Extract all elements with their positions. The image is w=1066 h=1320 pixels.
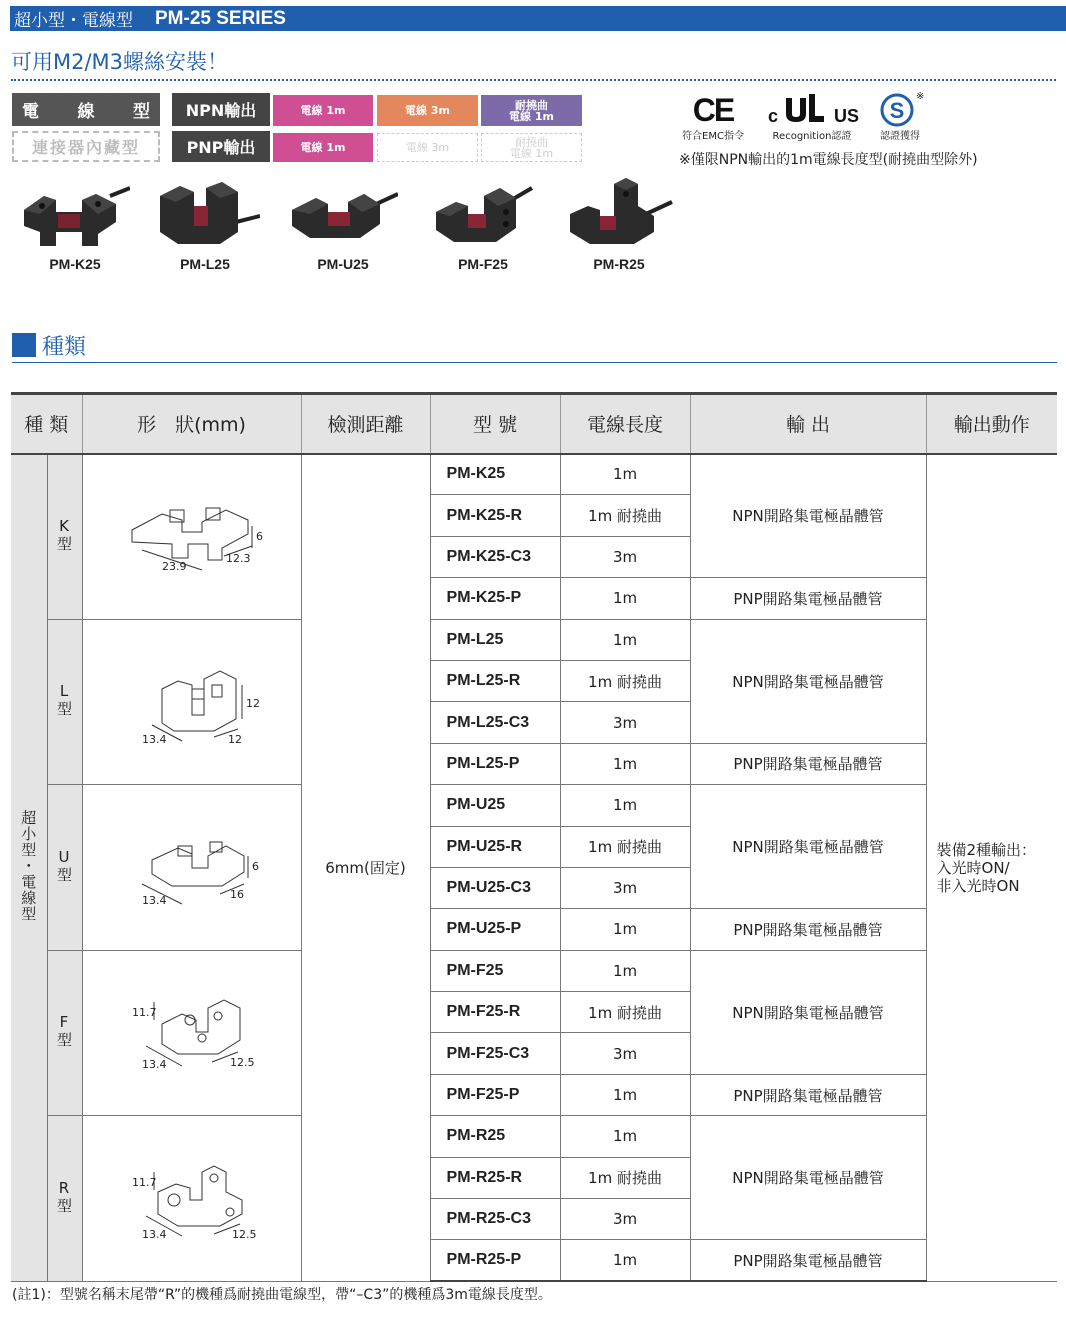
type-cell bbox=[47, 950, 82, 1116]
product-pm-u25 bbox=[288, 176, 398, 272]
dim-height: 12 bbox=[245, 696, 260, 710]
type-label: F型 bbox=[55, 1013, 73, 1049]
sensor-u-icon bbox=[288, 176, 398, 254]
output-cell: PNP開路集電極晶體管 bbox=[690, 1074, 926, 1115]
table-row bbox=[11, 785, 1057, 826]
category-label: 超小型・電線型 bbox=[19, 809, 38, 922]
sensor-f-icon bbox=[428, 176, 538, 254]
action-line: 入光時ON/ bbox=[936, 858, 1010, 877]
length-cell: 3m bbox=[560, 702, 690, 743]
dim-height: 6 bbox=[251, 860, 259, 874]
length-cell: 1m bbox=[560, 1116, 690, 1157]
model-cell: PM-K25-R bbox=[430, 495, 560, 536]
subtitle: 可用M2/M3螺絲安裝！ bbox=[11, 50, 229, 74]
length-cell: 1m 耐撓曲 bbox=[560, 992, 690, 1033]
model-cell: PM-U25-C3 bbox=[430, 867, 560, 908]
length-cell: 3m bbox=[560, 1033, 690, 1074]
table-row bbox=[11, 950, 1057, 991]
dim-depth: 12 bbox=[227, 732, 242, 746]
shape-cell-l bbox=[82, 619, 301, 785]
dim-width: 13.4 bbox=[141, 1227, 167, 1241]
ul-c: c bbox=[768, 106, 779, 126]
length-cell: 1m bbox=[560, 578, 690, 619]
npn-1m-chip: 電線 1m bbox=[273, 95, 373, 126]
ul-caption: Recognition認證 bbox=[772, 131, 852, 142]
product-pm-f25 bbox=[428, 176, 538, 272]
dim-width: 23.9 bbox=[161, 559, 187, 573]
length-cell: 1m 耐撓曲 bbox=[560, 1157, 690, 1198]
dim-height: 6 bbox=[255, 529, 263, 543]
length-cell: 1m bbox=[560, 785, 690, 826]
model-cell: PM-R25-C3 bbox=[430, 1199, 560, 1240]
model-cell: PM-U25-P bbox=[430, 909, 560, 950]
type-cell bbox=[47, 785, 82, 951]
table-row bbox=[11, 1116, 1057, 1157]
dimension-drawing-u-icon bbox=[102, 810, 282, 920]
pnp-flex-chip bbox=[481, 133, 582, 162]
dim-width: 13.4 bbox=[141, 894, 167, 908]
action-cell bbox=[926, 454, 1057, 1282]
npn-flex-chip bbox=[481, 95, 582, 126]
type-label: K型 bbox=[55, 517, 73, 553]
distance-cell: 6mm(固定) bbox=[301, 454, 430, 1282]
table-row bbox=[11, 619, 1057, 660]
product-label: PM-L25 bbox=[180, 256, 230, 272]
dim-depth: 12.3 bbox=[225, 551, 251, 565]
chip-line: 耐撓曲 bbox=[514, 98, 548, 112]
shape-cell-r bbox=[82, 1116, 301, 1282]
model-cell: PM-U25 bbox=[430, 785, 560, 826]
output-cell: PNP開路集電極晶體管 bbox=[690, 578, 926, 619]
s-star: ※ bbox=[916, 91, 925, 102]
length-cell: 3m bbox=[560, 536, 690, 577]
pnp-1m-chip: 電線 1m bbox=[273, 133, 373, 162]
length-cell: 1m bbox=[560, 909, 690, 950]
s-caption: 認證獲得 bbox=[880, 131, 920, 142]
length-cell: 1m 耐撓曲 bbox=[560, 660, 690, 701]
type-cell bbox=[47, 454, 82, 620]
dim-depth: 16 bbox=[229, 888, 244, 902]
shape-cell-f bbox=[82, 950, 301, 1116]
length-cell: 1m bbox=[560, 743, 690, 784]
model-cell: PM-F25-R bbox=[430, 992, 560, 1033]
s-cert bbox=[872, 93, 928, 142]
shape-cell-u bbox=[82, 785, 301, 951]
section-divider bbox=[12, 362, 1057, 363]
model-cell: PM-F25-C3 bbox=[430, 1033, 560, 1074]
product-label: PM-F25 bbox=[458, 256, 508, 272]
ul-logo-icon bbox=[766, 90, 858, 127]
dotted-divider bbox=[11, 79, 1056, 81]
product-label: PM-K25 bbox=[49, 256, 101, 272]
section-marker bbox=[12, 333, 36, 357]
product-pm-k25 bbox=[20, 176, 130, 272]
npn-output-badge: NPN輸出 bbox=[172, 93, 270, 126]
connector-type-badge: 連接器內藏型 bbox=[12, 131, 160, 162]
type-label: U型 bbox=[55, 847, 73, 883]
type-cell bbox=[47, 1116, 82, 1282]
product-label: PM-R25 bbox=[593, 256, 645, 272]
product-label: PM-U25 bbox=[317, 256, 369, 272]
spec-table bbox=[11, 392, 1057, 1282]
output-cell: NPN開路集電極晶體管 bbox=[690, 950, 926, 1074]
wire-type-char: 電 bbox=[22, 102, 39, 122]
category-cell bbox=[11, 454, 47, 1282]
footnote: (註1)：型號名稱末尾帶“R”的機種爲耐撓曲電線型，帶“–C3”的機種爲3m電線長度型。 bbox=[12, 1287, 552, 1303]
dim-width: 13.4 bbox=[141, 732, 167, 746]
cert-note: ※僅限NPN輸出的1m電線長度型(耐撓曲型除外) bbox=[679, 152, 978, 168]
output-cell: NPN開路集電極晶體管 bbox=[690, 1116, 926, 1240]
header-length: 電線長度 bbox=[560, 394, 690, 454]
action-line: 裝備2種輸出： bbox=[936, 840, 1037, 859]
svg-text:S: S bbox=[889, 98, 905, 123]
sensor-r-icon bbox=[564, 176, 674, 254]
model-cell: PM-K25-C3 bbox=[430, 536, 560, 577]
length-cell: 1m bbox=[560, 454, 690, 495]
length-cell: 1m bbox=[560, 950, 690, 991]
chip-line: 電線 1m bbox=[509, 146, 554, 160]
pnp-3m-chip: 電線 3m bbox=[377, 133, 478, 162]
category-title: 超小型・電線型 bbox=[14, 11, 133, 31]
length-cell: 1m bbox=[560, 1240, 690, 1281]
model-cell: PM-R25-R bbox=[430, 1157, 560, 1198]
type-label: R型 bbox=[55, 1179, 73, 1215]
header-type: 種 類 bbox=[11, 394, 82, 454]
ce-logo-icon: CE bbox=[692, 92, 734, 128]
length-cell: 1m 耐撓曲 bbox=[560, 495, 690, 536]
output-cell: NPN開路集電極晶體管 bbox=[690, 785, 926, 909]
header-output: 輸 出 bbox=[690, 394, 926, 454]
model-cell: PM-F25-P bbox=[430, 1074, 560, 1115]
dim-width: 13.4 bbox=[141, 1057, 167, 1071]
series-header bbox=[10, 6, 1066, 31]
npn-3m-chip: 電線 3m bbox=[377, 95, 478, 126]
action-line: 非入光時ON bbox=[936, 876, 1020, 895]
length-cell: 3m bbox=[560, 1199, 690, 1240]
ce-cert bbox=[676, 93, 750, 142]
sensor-k-icon bbox=[20, 176, 130, 254]
header-distance: 檢測距離 bbox=[301, 394, 430, 454]
model-cell: PM-L25-R bbox=[430, 660, 560, 701]
model-cell: PM-K25 bbox=[430, 454, 560, 495]
length-cell: 1m bbox=[560, 619, 690, 660]
dim-height: 11.7 bbox=[131, 1175, 157, 1189]
header-shape: 形 狀(mm) bbox=[82, 394, 301, 454]
type-label: L型 bbox=[55, 682, 73, 718]
ul-cert bbox=[766, 90, 858, 142]
wire-type-badge bbox=[12, 93, 160, 126]
chip-line: 耐撓曲 bbox=[515, 135, 548, 149]
dimension-drawing-f-icon bbox=[102, 976, 282, 1086]
product-pm-r25 bbox=[564, 176, 674, 272]
length-cell: 1m bbox=[560, 1074, 690, 1115]
ul-us: US bbox=[834, 106, 860, 126]
length-cell: 1m 耐撓曲 bbox=[560, 826, 690, 867]
product-pm-l25 bbox=[150, 176, 260, 272]
pnp-output-badge: PNP輸出 bbox=[172, 131, 270, 162]
wire-type-char: 線 bbox=[77, 102, 95, 122]
output-cell: NPN開路集電極晶體管 bbox=[690, 619, 926, 743]
model-cell: PM-L25-C3 bbox=[430, 702, 560, 743]
dim-depth: 12.5 bbox=[231, 1227, 257, 1241]
model-cell: PM-K25-P bbox=[430, 578, 560, 619]
header-action: 輸出動作 bbox=[926, 394, 1057, 454]
dim-depth: 12.5 bbox=[229, 1055, 255, 1069]
dim-height: 11.7 bbox=[131, 1005, 157, 1019]
output-cell: PNP開路集電極晶體管 bbox=[690, 909, 926, 950]
series-title: PM-25 SERIES bbox=[155, 7, 286, 29]
shape-cell-k bbox=[82, 454, 301, 620]
model-cell: PM-L25-P bbox=[430, 743, 560, 784]
sensor-l-icon bbox=[150, 176, 260, 254]
ce-caption: 符合EMC指令 bbox=[682, 131, 744, 142]
dimension-drawing-l-icon bbox=[102, 645, 282, 755]
s-mark-icon bbox=[872, 93, 928, 127]
dimension-drawing-k-icon bbox=[102, 480, 282, 590]
table-header-row bbox=[11, 394, 1057, 454]
output-cell: PNP開路集電極晶體管 bbox=[690, 1240, 926, 1281]
model-cell: PM-R25 bbox=[430, 1116, 560, 1157]
length-cell: 3m bbox=[560, 867, 690, 908]
model-cell: PM-U25-R bbox=[430, 826, 560, 867]
section-title: 種類 bbox=[42, 335, 87, 360]
model-cell: PM-R25-P bbox=[430, 1240, 560, 1281]
table-row bbox=[11, 454, 1057, 495]
type-cell bbox=[47, 619, 82, 785]
header-model: 型 號 bbox=[430, 394, 560, 454]
dimension-drawing-r-icon bbox=[102, 1142, 282, 1252]
output-cell: NPN開路集電極晶體管 bbox=[690, 454, 926, 578]
wire-type-char: 型 bbox=[133, 102, 150, 122]
output-cell: PNP開路集電極晶體管 bbox=[690, 743, 926, 784]
chip-line: 電線 1m bbox=[509, 109, 554, 123]
model-cell: PM-L25 bbox=[430, 619, 560, 660]
model-cell: PM-F25 bbox=[430, 950, 560, 991]
